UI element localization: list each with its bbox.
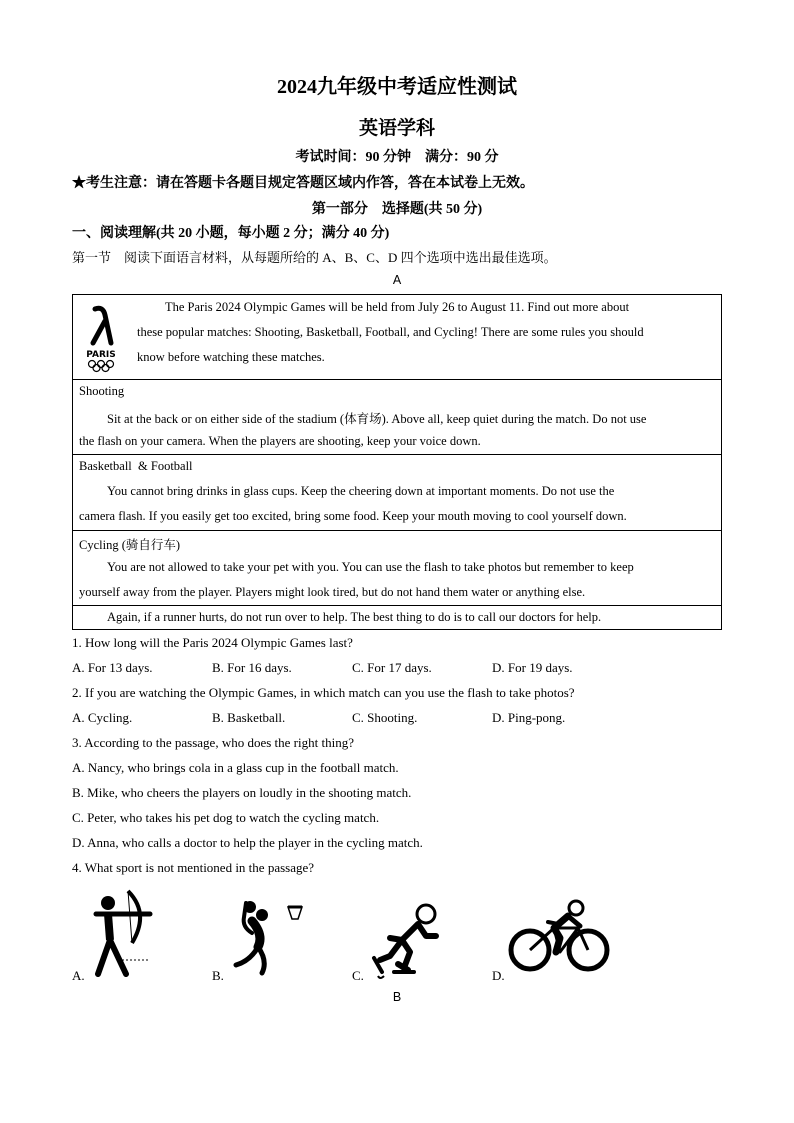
bf-title: Basketball & Football — [79, 459, 193, 473]
shooting-row — [73, 380, 721, 455]
subject-title: 英语学科 — [358, 118, 435, 139]
q1-option-b: B. For 16 days. — [212, 660, 292, 675]
part-title: 第一部分 选择题(共 50 分) — [311, 202, 483, 217]
section-title: 一、阅读理解(共 20 小题，每小题 2 分；满分 40 分) — [72, 226, 390, 241]
q2-option-d: D. Ping-pong. — [492, 710, 566, 725]
intro-line-3: know before watching these matches. — [137, 350, 325, 364]
q2-option-c: C. Shooting. — [352, 710, 418, 725]
passage-a-label: A — [392, 273, 402, 287]
shooting-line-2: the flash on your camera. When the players are shooting, keep your voice down. — [79, 434, 481, 448]
q4-option-a: A. — [72, 968, 85, 983]
q3-option-c: C. Peter, who takes his pet dog to watch the cycling match. — [72, 810, 380, 825]
cycling-title: Cycling (骑自行车) — [79, 538, 181, 552]
cycling-icon — [508, 898, 612, 978]
bf-line-2: camera flash. If you easily get too excited, bring some food. Keep your mouth moving to cool yourself down. — [79, 509, 627, 523]
exam-title: 2024九年级中考适应性测试 — [277, 76, 517, 98]
cycling-line-1: You are not allowed to take your pet with you. You can use the flash to take photos but remember to keep — [107, 560, 634, 574]
final-row — [73, 606, 721, 631]
basketball-football-row — [73, 455, 721, 531]
q4-option-c: C. — [352, 968, 364, 983]
skating-icon — [368, 902, 448, 980]
intro-row — [73, 295, 721, 380]
q2-option-a: A. Cycling. — [72, 710, 133, 725]
question-3: 3. According to the passage, who does the right thing? — [72, 735, 354, 750]
passage-a-table — [72, 294, 722, 630]
archery-icon — [88, 888, 160, 978]
svg-text:PARIS: PARIS — [86, 350, 116, 360]
question-2: 2. If you are watching the Olympic Games, in which match can you use the flash to take photos? — [72, 685, 575, 700]
intro-line-1: The Paris 2024 Olympic Games will be held from July 26 to August 11. Find out more about — [165, 300, 630, 314]
q1-option-a: A. For 13 days. — [72, 660, 153, 675]
section-instruction: 第一节 阅读下面语言材料，从每题所给的 A、B、C、D 四个选项中选出最佳选项。 — [72, 250, 557, 265]
question-1: 1. How long will the Paris 2024 Olympic Games last? — [72, 635, 353, 650]
passage-b-label: B — [392, 990, 402, 1004]
q3-option-a: A. Nancy, who brings cola in a glass cup in the football match. — [72, 760, 399, 775]
q1-option-c: C. For 17 days. — [352, 660, 432, 675]
intro-line-2: these popular matches: Shooting, Basketball, Football, and Cycling! There are some rules you should — [137, 325, 644, 339]
final-line: Again, if a runner hurts, do not run over to help. The best thing to do is to call our doctors for help. — [107, 610, 602, 624]
cycling-line-2: yourself away from the player. Players might look tired, but do not hand them water or anything else. — [79, 585, 586, 599]
q1-option-d: D. For 19 days. — [492, 660, 573, 675]
paris-2024-logo-icon — [81, 303, 121, 373]
shooting-line-1: Sit at the back or on either side of the stadium (体育场). Above all, keep quiet during the match. Do not use — [107, 412, 647, 426]
q4-option-b: B. — [212, 968, 224, 983]
q3-option-b: B. Mike, who cheers the players on loudly in the shooting match. — [72, 785, 412, 800]
cycling-row — [73, 531, 721, 606]
shooting-title: Shooting — [79, 384, 125, 398]
question-4: 4. What sport is not mentioned in the passage? — [72, 860, 315, 875]
basketball-icon — [228, 895, 308, 977]
q2-option-b: B. Basketball. — [212, 710, 286, 725]
exam-info: 考试时间：90 分钟 满分：90 分 — [295, 150, 499, 165]
bf-line-1: You cannot bring drinks in glass cups. Keep the cheering down at important moments. Do not use the — [107, 484, 615, 498]
q4-option-d: D. — [492, 968, 505, 983]
q3-option-d: D. Anna, who calls a doctor to help the player in the cycling match. — [72, 835, 423, 850]
exam-notice: ★考生注意：请在答题卡各题目规定答题区域内作答，答在本试卷上无效。 — [72, 176, 534, 191]
